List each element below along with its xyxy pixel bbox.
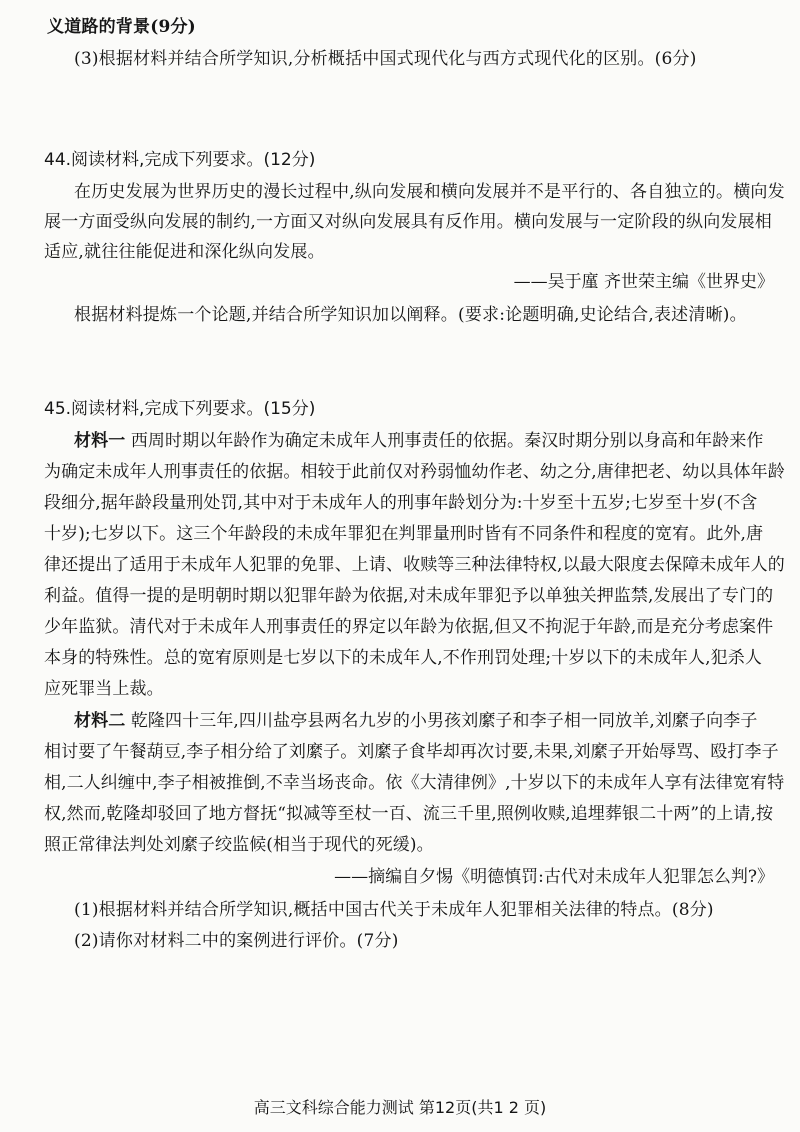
material-1-line: 应死罪当上裁。	[44, 679, 164, 699]
material-2-first-text: 乾隆四十三年,四川盐亭县两名九岁的小男孩刘縻子和李子相一同放羊,刘縻子向李子	[130, 711, 758, 731]
q45-source: ——摘编自夕惕《明德慎罚:古代对未成年人犯罪怎么判?》	[334, 867, 774, 887]
q45-sub-question-2: (2)请你对材料二中的案例进行评价。(7分)	[74, 931, 399, 951]
material-1-line: 律还提出了适用于未成年人犯罪的免罪、上请、收赎等三种法律特权,以最大限度去保障未成年人的	[44, 555, 785, 575]
question-45-title: 45.阅读材料,完成下列要求。(15分)	[44, 399, 316, 419]
q45-sub-question-1: (1)根据材料并结合所学知识,概括中国古代关于未成年人犯罪相关法律的特点。(8分)	[74, 900, 714, 920]
material-2-line: 照正常律法判处刘縻子绞监候(相当于现代的死缓)。	[44, 835, 434, 855]
sub-question-3: (3)根据材料并结合所学知识,分析概括中国式现代化与西方式现代化的区别。(6分)	[74, 49, 697, 69]
material-1-line: 利益。值得一提的是明朝时期以犯罪年龄为依据,对未成年罪犯予以单独关押监禁,发展出了专门的	[44, 586, 774, 606]
question-44-title: 44.阅读材料,完成下列要求。(12分)	[44, 150, 316, 170]
q44-material-line-2: 展一方面受纵向发展的制约,一方面又对纵向发展具有反作用。横向发展与一定阶段的纵向发展相	[44, 212, 773, 232]
material-1-first-text: 西周时期以年龄作为确定未成年人刑事责任的依据。秦汉时期分别以身高和年龄来作	[130, 431, 764, 451]
q44-material-line-1: 在历史发展为世界历史的漫长过程中,纵向发展和横向发展并不是平行的、各自独立的。横向发	[74, 182, 785, 202]
material-1-first-line	[74, 430, 764, 452]
material-1-line: 十岁);七岁以下。这三个年龄段的未成年罪犯在判罪量刑时皆有不同条件和程度的宽宥。此外,唐	[44, 524, 764, 544]
material-2-line: 相讨要了午餐葫豆,李子相分给了刘縻子。刘縻子食毕却再次讨要,未果,刘縻子开始辱骂、殴打李子	[44, 742, 779, 762]
q44-material-line-3: 适应,就往往能促进和深化纵向发展。	[44, 242, 325, 262]
q44-source: ——吴于廑 齐世荣主编《世界史》	[513, 272, 774, 292]
page-footer: 高三文科综合能力测试 第12页(共1 2 页)	[253, 1098, 547, 1117]
material-2-line: 相,二人纠缠中,李子相被推倒,不幸当场丧命。依《大清律例》,十岁以下的未成年人享有法律宽宥特	[44, 773, 785, 793]
material-2-first-line	[74, 710, 757, 732]
material-1-line: 本身的特殊性。总的宽宥原则是七岁以下的未成年人,不作刑罚处理;十岁以下的未成年人,犯杀人	[44, 648, 762, 668]
q44-requirement: 根据材料提炼一个论题,并结合所学知识加以阐释。(要求:论题明确,史论结合,表述清晰)。	[74, 305, 747, 325]
material-1-line: 段细分,据年龄段量刑处罚,其中对于未成年人的刑事年龄划分为:十岁至十五岁;七岁至十岁(不含	[44, 493, 758, 513]
material-1-line: 少年监狱。清代对于未成年人刑事责任的界定以年龄为依据,但又不拘泥于年龄,而是充分考虑案件	[44, 617, 774, 637]
previous-question-tail: 义道路的背景(9分)	[47, 17, 196, 37]
material-1-label: 材料一	[74, 431, 126, 451]
material-2-label: 材料二	[74, 711, 126, 731]
material-2-line: 权,然而,乾隆却驳回了地方督抚“拟减等至杖一百、流三千里,照例收赎,追埋葬银二十两”的上请,按	[44, 804, 774, 824]
material-1-line: 为确定未成年人刑事责任的依据。相较于此前仅对矜弱恤幼作老、幼之分,唐律把老、幼以具体年龄	[44, 462, 785, 482]
